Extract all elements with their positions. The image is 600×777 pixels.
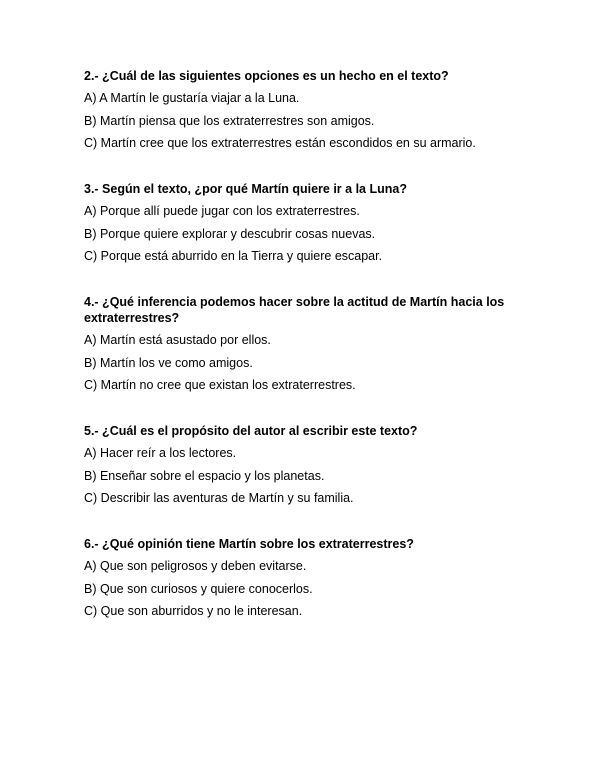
question-title: 3.- Según el texto, ¿por qué Martín quiere ir a la Luna? [84,182,407,196]
question-3 [84,181,540,264]
option-c: C) Que son aburridos y no le interesan. [84,604,303,618]
option-c: C) Describir las aventuras de Martín y su familia. [84,491,354,505]
question-6 [84,536,540,619]
option-a: A) Que son peligrosos y deben evitarse. [84,559,307,573]
option-b: B) Porque quiere explorar y descubrir cosas nuevas. [84,226,376,241]
option-b: B) Enseñar sobre el espacio y los planetas. [84,468,325,483]
option-c: C) Martín no cree que existan los extraterrestres. [84,378,356,392]
option-list [84,445,540,506]
option-a: A) A Martín le gustaría viajar a la Luna. [84,91,300,105]
option-a: A) Hacer reír a los lectores. [84,446,237,460]
option-b: B) Que son curiosos y quiere conocerlos. [84,581,313,596]
option-list [84,332,540,393]
option-c: C) Porque está aburrido en la Tierra y quiere escapar. [84,249,383,263]
option-a: A) Martín está asustado por ellos. [84,333,271,347]
question-title: 6.- ¿Qué opinión tiene Martín sobre los extraterrestres? [84,537,414,551]
question-5 [84,423,540,506]
question-title: 2.- ¿Cuál de las siguientes opciones es un hecho en el texto? [84,69,449,83]
question-title: 5.- ¿Cuál es el propósito del autor al escribir este texto? [84,424,418,438]
question-title: 4.- ¿Qué inferencia podemos hacer sobre la actitud de Martín hacia los extraterrestres? [84,295,505,325]
option-c: C) Martín cree que los extraterrestres están escondidos en su armario. [84,136,476,150]
option-b: B) Martín piensa que los extraterrestres son amigos. [84,113,375,128]
option-b: B) Martín los ve como amigos. [84,355,253,370]
option-a: A) Porque allí puede jugar con los extraterrestres. [84,204,360,218]
option-list [84,203,540,264]
question-4 [84,294,540,393]
option-list [84,90,540,151]
question-2 [84,68,540,151]
option-list [84,558,540,619]
